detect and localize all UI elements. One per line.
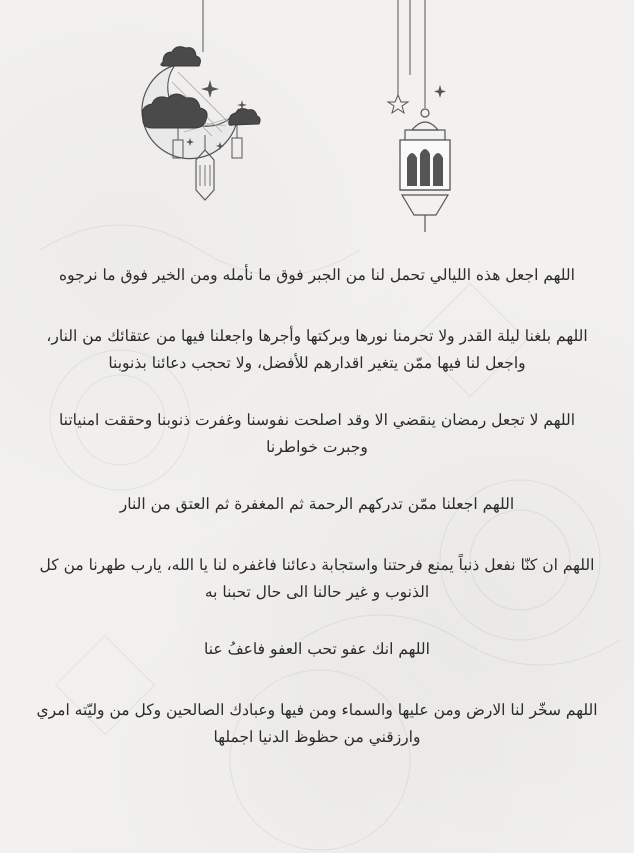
prayer-text: اللهم ان كنّا نفعل ذنباً يمنع فرحتنا واستجابة دعائنا فاغفره لنا يا الله، يارب طهرنا من كل الذنوب و غير حالنا الى حال تحبنا به — [39, 556, 595, 601]
prayer-text: اللهم انك عفو تحب العفو فاعفُ عنا — [204, 640, 430, 658]
crescent-moon-with-clouds-icon — [142, 47, 260, 200]
prayer-text: اللهم بلغنا ليلة القدر ولا تحرمنا نورها وبركتها وأجرها واجعلنا فيها من عتقائك من النار، واجعل لنا فيها ممّن يتغير اقدارهم للأفضل، ولا تحجب دعائنا بذنوبنا — [46, 327, 588, 372]
ramadan-ornaments — [0, 0, 634, 240]
prayer-text: اللهم اجعل هذه الليالي تحمل لنا من الجبر فوق ما نأمله ومن الخير فوق ما نرجوه — [59, 266, 575, 284]
hanging-lantern-icon — [400, 109, 450, 232]
prayer-text: اللهم لا تجعل رمضان ينقضي الا وقد اصلحت نفوسنا وغفرت ذنوبنا وحققت امنياتنا وجبرت خواطرنا — [58, 411, 576, 456]
prayer-text: اللهم سخّر لنا الارض ومن عليها والسماء ومن فيها وعبادك الصالحين وكل من وليّته امري وارزقني من حظوظ الدنيا اجملها — [36, 701, 598, 746]
prayer-list — [36, 262, 598, 781]
prayer-text: اللهم اجعلنا ممّن تدركهم الرحمة ثم المغفرة ثم العتق من النار — [119, 495, 515, 513]
star-icon — [388, 95, 408, 113]
sparkle-icon — [434, 85, 446, 98]
